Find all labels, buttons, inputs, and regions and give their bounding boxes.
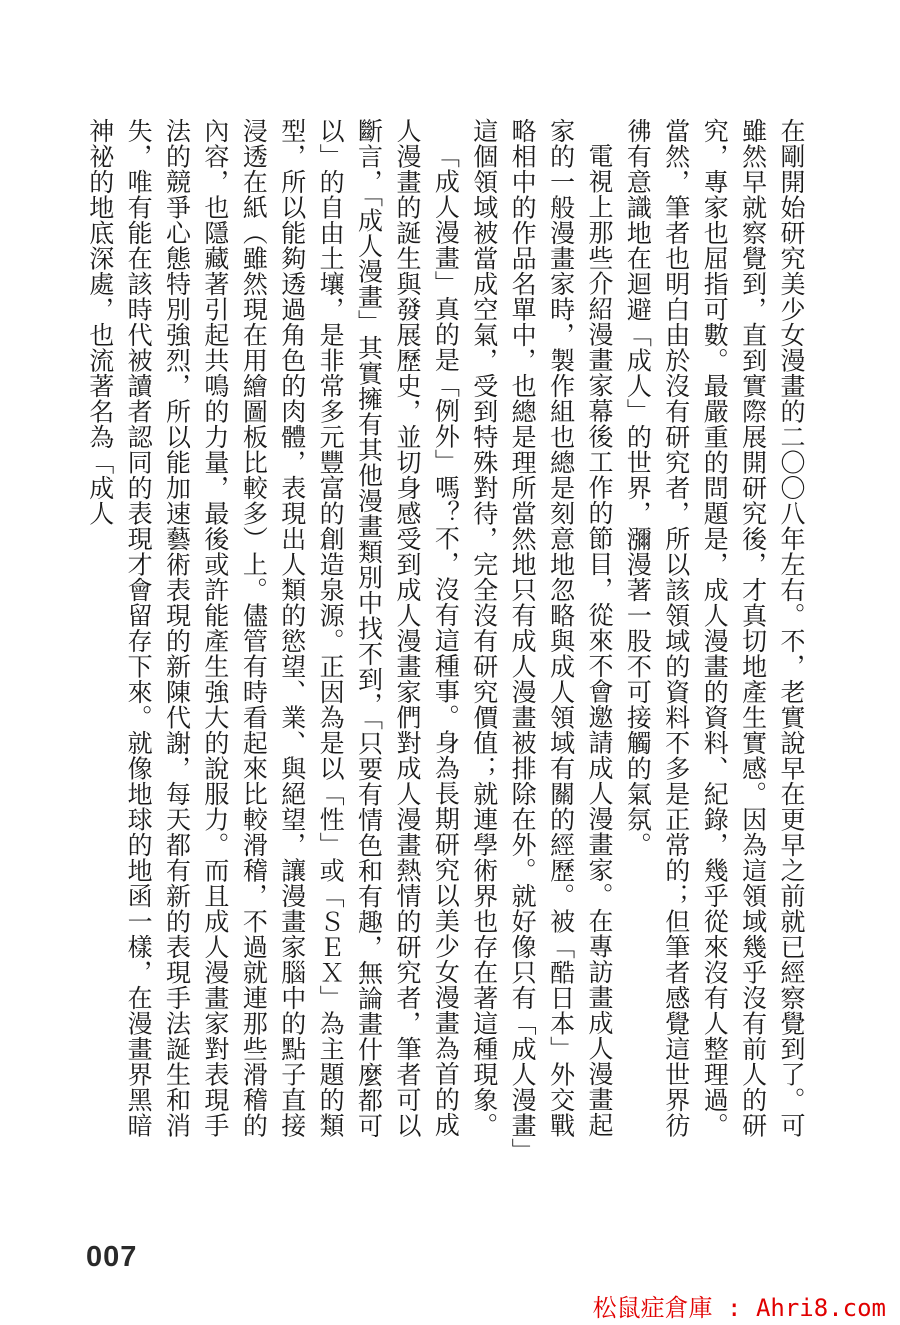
paragraph-3: 「成人漫畫」真的是「例外」嗎？不，沒有這種事。身為長期研究以美少女漫畫為首的成人漫畫的誕生與發展歷史，並切身感受到成人漫畫家們對成人漫畫熱情的研究者，筆者可以斷言，「成人漫畫」其實擁有其他漫畫類別中找不到，「只要有情色和有趣，無論畫什麼都可以」的自由土壤，是非常多元豐富的創造泉源。正因為是以「性」或「ＳＥＸ」為主題的類型，所以能夠透過角色的肉體，表現出人類的慾望、業、與絕望，讓漫畫家腦中的點子直接浸透在紙（雖然現在用繪圖板比較多）上。儘管有時看起來比較滑稽，不過就連那些滑稽的內容，也隱藏著引起共鳴的力量，最後或許能產生強大的說服力。而且成人漫畫家對表現手法的競爭心態特別強烈，所以能加速藝術表現的新陳代謝，每天都有新的表現手法誕生和消失，唯有能在該時代被讀者認同的表現才會留存下來。就像地球的地函一樣，在漫畫界黑暗神祕的地底深處，也流著名為「成人 — [85, 118, 461, 1139]
vertical-text-body — [70, 118, 810, 1158]
page-number: 007 — [86, 1241, 138, 1273]
paragraph-1: 在剛開始研究美少女漫畫的二〇〇八年左右。不，老實說早在更早之前就已經察覺到了。可雖然早就察覺到，直到實際展開研究後，才真切地產生實感。因為這領域幾乎沒有前人的研究，專家也屈指可數。最嚴重的問題是，成人漫畫的資料、紀錄，幾乎從來沒有人整理過。當然，筆者也明白由於沒有研究者，所以該領域的資料不多是正常的；但筆者感覺這世界彷彿有意識地在迴避「成人」的世界，瀰漫著一股不可接觸的氣氛。 — [623, 118, 806, 1138]
watermark-text: 松鼠症倉庫 : Ahri8.com — [592, 1294, 886, 1322]
paragraph-2: 電視上那些介紹漫畫家幕後工作的節目，從來不會邀請成人漫畫家。在專訪畫成人漫畫起家的一般漫畫家時，製作組也總是刻意地忽略與成人領域有關的經歷。被「酷日本」外交戰略相中的作品名單中，也總是理所當然地只有成人漫畫被排除在外。就好像只有「成人漫畫」這個領域被當成空氣，受到特殊對待，完全沒有研究價值；就連學術界也存在著這種現象。 — [469, 118, 614, 1151]
